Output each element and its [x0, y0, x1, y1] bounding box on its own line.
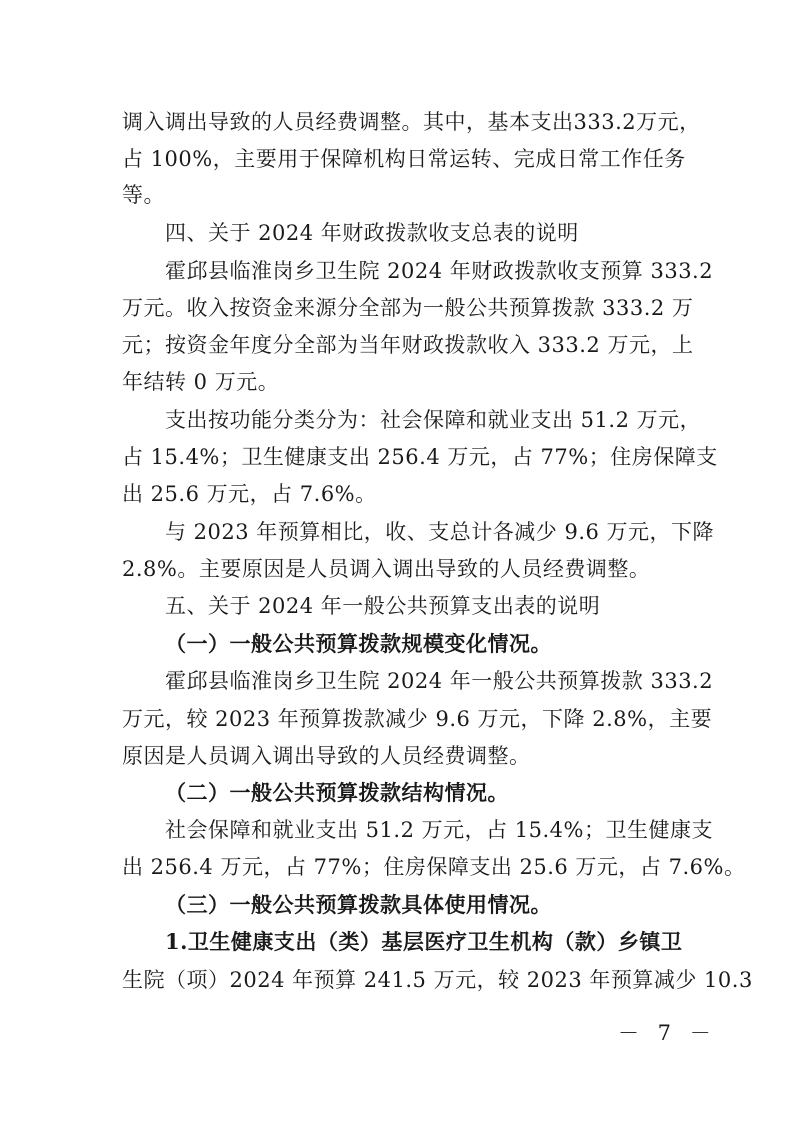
- section-heading: 五、关于 2024 年一般公共预算支出表的说明: [165, 594, 601, 618]
- subsection-heading: （一）一般公共预算拨款规模变化情况。: [165, 631, 552, 656]
- paragraph-line: 万元。收入按资金来源分全部为一般公共预算拨款 333.2 万: [122, 296, 694, 320]
- paragraph-line: 生院（项）2024 年预算 241.5 万元，较 2023 年预算减少 10.3: [122, 968, 753, 992]
- paragraph-line: 等。: [122, 183, 165, 207]
- paragraph-line: 2.8%。主要原因是人员调入调出导致的人员经费调整。: [122, 557, 651, 581]
- paragraph-line: 原因是人员调入调出导致的人员经费调整。: [122, 744, 531, 768]
- paragraph-line: 元；按资金年度分全部为当年财政拨款收入 333.2 万元，上: [122, 333, 694, 357]
- subsection-heading: （三）一般公共预算拨款具体使用情况。: [165, 892, 552, 917]
- item-heading: 1.卫生健康支出（类）基层医疗卫生机构（款）乡镇卫: [165, 929, 683, 954]
- paragraph-line: 社会保障和就业支出 51.2 万元，占 15.4%；卫生健康支: [165, 818, 713, 842]
- paragraph-line: 支出按功能分类分为：社会保障和就业支出 51.2 万元，: [165, 408, 702, 432]
- paragraph-line: 万元，较 2023 年预算拨款减少 9.6 万元，下降 2.8%，主要: [122, 707, 713, 731]
- page-number: － 7 －: [618, 1021, 717, 1045]
- paragraph-line: 出 256.4 万元，占 77%；住房保障支出 25.6 万元，占 7.6%。: [122, 855, 746, 879]
- paragraph-line: 出 25.6 万元，占 7.6%。: [122, 482, 377, 506]
- paragraph-line: 调入调出导致的人员经费调整。其中，基本支出333.2万元，: [122, 110, 701, 134]
- paragraph-line: 占 15.4%；卫生健康支出 256.4 万元，占 77%；住房保障支: [122, 445, 718, 469]
- paragraph-line: 霍邱县临淮岗乡卫生院 2024 年一般公共预算拨款 333.2: [165, 669, 714, 693]
- section-heading: 四、关于 2024 年财政拨款收支总表的说明: [165, 221, 579, 245]
- paragraph-line: 霍邱县临淮岗乡卫生院 2024 年财政拨款收支预算 333.2: [165, 259, 714, 283]
- paragraph-line: 年结转 0 万元。: [122, 370, 280, 394]
- paragraph-line: 占 100%，主要用于保障机构日常运转、完成日常工作任务: [122, 147, 686, 171]
- subsection-heading: （二）一般公共预算拨款结构情况。: [165, 780, 509, 805]
- paragraph-line: 与 2023 年预算相比，收、支总计各减少 9.6 万元，下降: [165, 520, 715, 544]
